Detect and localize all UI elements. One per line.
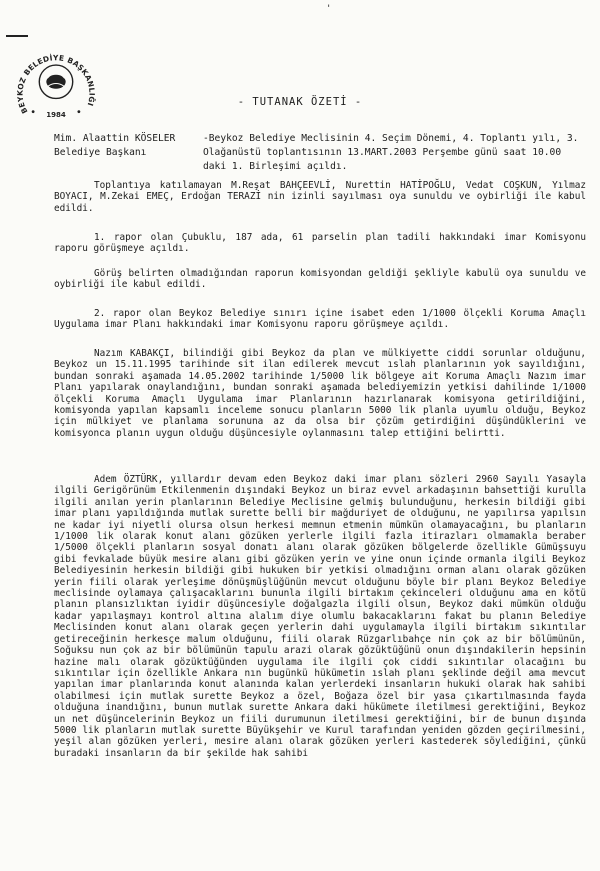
stray-mark: '	[326, 4, 332, 14]
paragraph-report-1: 1. rapor olan Çubuklu, 187 ada, 61 parselin plan tadili hakkındaki imar Komisyonu raporu görüşmeye açıldı.	[54, 232, 586, 255]
paragraph-report-1-vote: Görüş belirten olmadığından raporun komisyondan geldiği şekliyle kabulü oya sunuldu ve oybirliği ile kabul edildi.	[54, 268, 586, 291]
document-title: - TUTANAK ÖZETİ -	[237, 96, 363, 108]
paragraph-attendance: Toplantıya katılamayan M.Reşat BAHÇEEVLİ, Nurettin HATİPOĞLU, Vedat COŞKUN, Yılmaz BOYACI, M.Zekai EMEÇ, Erdoğan TERAZİ nin izinli sayılması oya sunuldu ve oybirliği ile kabul edildi.	[54, 180, 586, 214]
paragraph-speaker-ozturk: Adem ÖZTÜRK, yıllardır devam eden Beykoz daki imar planı sözleri 2960 Sayılı Yasayla ilgili Gerigörünüm Etkilenmenin dışındaki Beykoz un biraz evvel arkadaşının bahsettiği kurulla ilgili anılan yerin planlarının Belediye Meclisine gelmiş bulunduğunu, herkesin bildiği gibi imar planı yapıldığında mutlak surette belli bir mağduriyet de olduğunu, ne yapılırsa yapılsın ne kadar iyi niyetli olursa olsun herkesi memnun etmenin mümkün olamayacağını, bu planların 1/1000 lik olarak konut alanı gözüken yerlerle ilgili fazla itirazları olmamakla beraber 1/5000 ölçekli planların sosyal donatı alanı olarak gözüken bölgelerde özellikle Gümüşsuyu gibi fevkalade büyük mesire alanı gibi gözüken yerin ve yine onun içinde ormanla ilgili Beykoz Belediyesinin herkesin bildiği gibi hukuken bir yetkisi olmadığını orman alanı olarak gözüken yerin fiili olarak yerleşime dönüşmüşlüğünün mevcut olduğunu böyle bir planı Beykoz Belediye meclisinde oylamaya çalışacaklarını bununla ilgili birtakım çekinceleri olduğunu ama en kötü planın plansızlıktan iyidir düşüncesiyle doğalgazla ilgili olsun, Beykoz daki mümkün olduğu kadar yapılaşmayı kontrol altına alalım diye olumlu bakacaklarını fakat bu planın Belediye Meclisinden konut alanı olarak geçen yerlerin dahi uygulamayla ilgili birtakım sıkıntılar getireceğinin herkesçe malum olduğunu, fiili olarak Rüzgarlıbahçe nin çok az bir bölümünün, Soğuksu nun çok az bir bölümünün tapulu arazi olarak gözüktüğünü onun dışındakilerin hepsinin hazine malı olarak gözüktüğünden uygulama ile ilgili çok ciddi sıkıntılar olacağını bu sıkıntılar için özellikle Ankara nın bugünkü hükümetin ıslah planı şeklinde değil ama mevcut yapılan imar planlarında konut alanında kalan yerlerdeki insanların hukuki olarak hak sahibi olabilmesi için mutlak surette Beykoz a özel, Boğaza özel bir yasa çıkartılmasında fayda olduğuna inandığını, bunun mutlak surette Ankara daki hükümete iletilmesi gerektiğini, Beykoz un net düşüncelerinin Beykoz un fiili durumunun iletilmesi gerektiğini, bir de bunun dışında 5000 lik planların mutlak surette Büyükşehir ve Kurul tarafından yeniden gözden geçirilmesini, yeşil alan gözüken yerleri, mesire alanı olarak gözüken yerleri kastederek söylediğini, çünkü buradaki insanların da bir şekilde hak sahibi	[54, 474, 586, 759]
municipality-seal	[12, 36, 100, 124]
paragraph-speaker-kabakci: Nazım KABAKÇI, bilindiği gibi Beykoz da plan ve mülkiyette ciddi sorunlar olduğunu, Beykoz un 15.11.1995 tarihinde sit ilan edilerek mevcut ıslah planlarının yok sayıldığını, bundan sonraki aşamada 14.05.2002 tarihinde 1/5000 lik bölgeye ait Koruma Amaçlı Nazım imar Planı yapılarak onaylandığını, bundan sonraki aşamada belediyemizin yetkisi dahilinde 1/1000 ölçekli Koruma Amaçlı Uygulama imar Planlarının hazırlanarak komisyona getirildiğini, komisyonda yapılan kapsamlı inceleme sonucu planların 5000 lik planla uyumlu olduğu, Beykoz için mülkiyet ve planlama sorununa az da olsa bir çözüm getirdiğini düşündüklerini ve komisyonca planın uygun olduğu düşüncesiyle oylanmasını talep ettiğini belirtti.	[54, 348, 586, 439]
signatory-name: Mim. Alaattin KÖSELER	[54, 133, 176, 144]
seal-arc-text: BEYKOZ BELEDİYE BAŞKANLIĞI	[15, 53, 97, 116]
signatory-role: Belediye Başkanı	[54, 147, 147, 158]
signatory-block	[54, 132, 194, 160]
seal-year: 1984	[46, 109, 66, 119]
session-opening: -Beykoz Belediye Meclisinin 4. Seçim Dönemi, 4. Toplantı yılı, 3. Olağanüstü toplantısının 13.MART.2003 Perşembe günü saat 10.00 daki 1. Birleşimi açıldı.	[203, 133, 579, 172]
paragraph-report-2: 2. rapor olan Beykoz Belediye sınırı içine isabet eden 1/1000 ölçekli Koruma Amaçlı Uygulama imar Planı hakkındaki imar Komisyonu raporu görüşmeye açıldı.	[54, 308, 586, 331]
